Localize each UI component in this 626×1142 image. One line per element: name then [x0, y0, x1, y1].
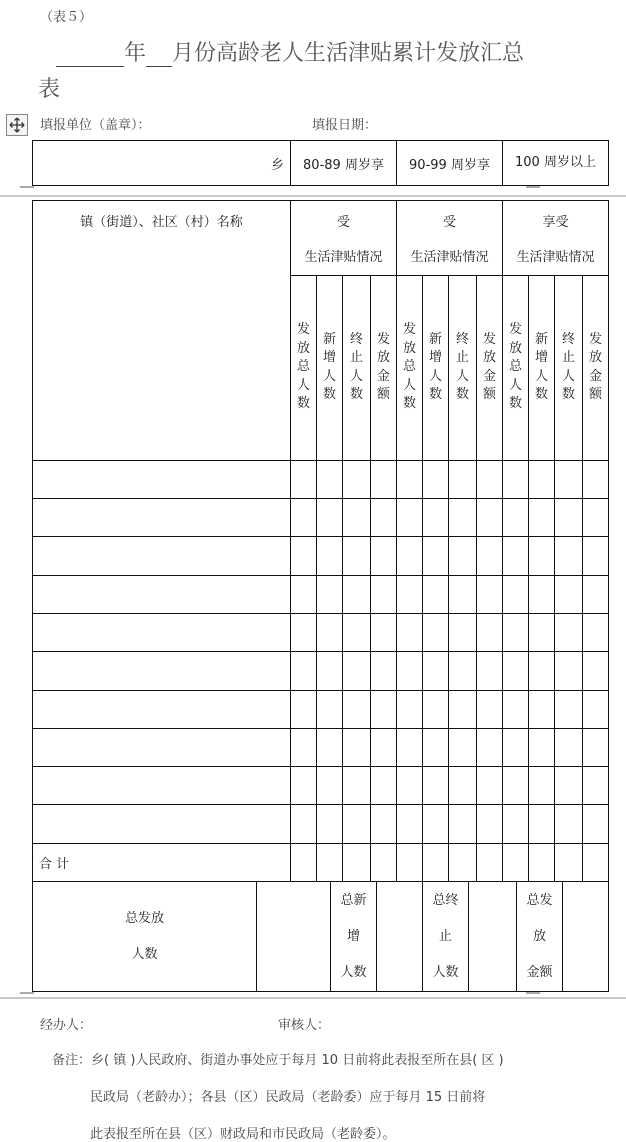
table-cell[interactable] [477, 460, 503, 498]
table-cell[interactable] [343, 460, 371, 498]
name-cell[interactable] [33, 537, 291, 575]
summary-total-amount-value[interactable] [563, 882, 609, 992]
month-blank[interactable] [146, 41, 172, 67]
table-row [33, 767, 609, 805]
table-cell[interactable] [555, 690, 583, 728]
table-row [33, 575, 609, 613]
table-cell[interactable] [317, 460, 343, 498]
table-cell[interactable] [583, 460, 609, 498]
table-cell[interactable] [317, 613, 343, 651]
unit-label: 填报单位（盖章）： [40, 118, 151, 133]
table-cell[interactable] [343, 805, 371, 843]
table-cell[interactable] [477, 652, 503, 690]
table-cell[interactable] [423, 537, 449, 575]
table-cell[interactable] [449, 728, 477, 766]
table-cell[interactable] [555, 499, 583, 537]
name-cell[interactable] [33, 613, 291, 651]
table-cell[interactable] [477, 575, 503, 613]
table-cell[interactable] [449, 460, 477, 498]
sub-amount: 发 放 金 额 [477, 275, 503, 460]
table-cell[interactable] [477, 690, 503, 728]
table-cell[interactable] [291, 805, 317, 843]
table-cell[interactable] [477, 613, 503, 651]
table-cell[interactable] [291, 537, 317, 575]
table-cell[interactable] [503, 690, 529, 728]
sub-amount: 发 放 金 额 [371, 275, 397, 460]
table-cell[interactable] [423, 575, 449, 613]
group3-line1: 享受 [503, 201, 609, 237]
top-table [32, 140, 609, 186]
name-header: 镇（街道）、社区（村）名称 [33, 201, 291, 461]
table-cell[interactable] [423, 805, 449, 843]
table-cell[interactable] [477, 537, 503, 575]
table-cell[interactable] [397, 575, 423, 613]
summary-table [32, 881, 609, 992]
table-cell[interactable] [371, 460, 397, 498]
year-blank[interactable] [56, 41, 124, 67]
table-cell[interactable] [555, 767, 583, 805]
table-row [33, 805, 609, 843]
table-cell[interactable] [503, 613, 529, 651]
table-cell[interactable] [291, 652, 317, 690]
table-cell[interactable] [343, 652, 371, 690]
table-cell[interactable] [291, 575, 317, 613]
table-cell[interactable] [343, 613, 371, 651]
table-cell[interactable] [397, 767, 423, 805]
table-cell[interactable] [423, 767, 449, 805]
table-marker [20, 992, 34, 998]
table-marker [526, 992, 540, 998]
sub-terminated: 终 止 人 数 [449, 275, 477, 460]
table-cell[interactable] [477, 767, 503, 805]
group2-line1: 受 [397, 201, 503, 237]
table-cell[interactable] [555, 537, 583, 575]
sub-terminated: 终 止 人 数 [343, 275, 371, 460]
table-row [33, 613, 609, 651]
sub-total-issued: 发 放 总 人 数 [291, 275, 317, 460]
name-cell[interactable] [33, 499, 291, 537]
table-cell[interactable] [529, 460, 555, 498]
table-row [33, 728, 609, 766]
table-cell[interactable] [397, 460, 423, 498]
name-cell[interactable] [33, 690, 291, 728]
table-cell[interactable] [317, 575, 343, 613]
table-cell[interactable] [317, 652, 343, 690]
table-cell[interactable] [317, 690, 343, 728]
summary-total-new-value[interactable] [377, 882, 423, 992]
page-title: 年 月份高龄老人生活津贴累计发放汇总 [56, 36, 524, 67]
table-cell[interactable] [449, 575, 477, 613]
group3-line2: 生活津贴情况 [503, 237, 609, 275]
table-cell[interactable] [529, 537, 555, 575]
table-row [33, 460, 609, 498]
total-row-label: 合 计 [33, 843, 291, 881]
table-cell[interactable] [291, 690, 317, 728]
table-row [33, 652, 609, 690]
table-cell[interactable] [397, 537, 423, 575]
table-cell[interactable] [503, 575, 529, 613]
table-cell[interactable] [583, 843, 609, 881]
table-cell[interactable] [397, 613, 423, 651]
table-cell[interactable] [397, 805, 423, 843]
table-cell[interactable] [555, 652, 583, 690]
table-cell[interactable] [343, 690, 371, 728]
table-cell[interactable] [397, 652, 423, 690]
note-line-1: 备注：乡( 镇 )人民政府、街道办事处应于每月 10 日前将此表报至所在县( 区 ) [52, 1053, 504, 1068]
table-row [33, 690, 609, 728]
table-cell[interactable] [291, 728, 317, 766]
name-cell[interactable] [33, 652, 291, 690]
table-cell[interactable] [371, 613, 397, 651]
move-cross-icon[interactable] [6, 114, 28, 136]
table-cell[interactable] [449, 537, 477, 575]
table-marker [526, 186, 540, 192]
sub-new-added: 新 增 人 数 [423, 275, 449, 460]
table-cell[interactable] [555, 460, 583, 498]
table-cell[interactable] [317, 843, 343, 881]
table-cell[interactable] [477, 805, 503, 843]
sub-amount: 发 放 金 额 [583, 275, 609, 460]
table-cell[interactable] [529, 499, 555, 537]
table-cell[interactable] [317, 499, 343, 537]
table-cell[interactable] [449, 690, 477, 728]
table-cell[interactable] [529, 690, 555, 728]
table-cell[interactable] [291, 767, 317, 805]
summary-total-term-value[interactable] [469, 882, 517, 992]
table-cell[interactable] [529, 843, 555, 881]
name-cell[interactable] [33, 767, 291, 805]
summary-total-new-label: 总新 增 人数 [331, 882, 377, 992]
table-cell[interactable] [371, 767, 397, 805]
table-cell[interactable] [449, 843, 477, 881]
table-row [33, 537, 609, 575]
table-cell[interactable] [397, 690, 423, 728]
table-cell[interactable] [503, 652, 529, 690]
table-cell[interactable] [291, 613, 317, 651]
group1-line2: 生活津贴情况 [291, 237, 397, 275]
table-cell[interactable] [343, 575, 371, 613]
table-cell[interactable] [317, 767, 343, 805]
table-cell[interactable] [583, 499, 609, 537]
summary-total-people-value[interactable] [257, 882, 331, 992]
table-cell[interactable] [503, 537, 529, 575]
sub-total-issued: 发 放 总 人 数 [503, 275, 529, 460]
table-cell[interactable] [371, 652, 397, 690]
summary-total-term-label: 总终 止 人数 [423, 882, 469, 992]
table-cell[interactable] [371, 537, 397, 575]
table-cell[interactable] [583, 575, 609, 613]
group1-header: 80-89 周岁享 [291, 141, 397, 186]
sub-terminated: 终 止 人 数 [555, 275, 583, 460]
group1-line1: 受 [291, 201, 397, 237]
note-line-2: 民政局（老龄办）；各县（区）民政局（老龄委）应于每月 15 日前将 [90, 1090, 486, 1105]
table-cell[interactable] [555, 843, 583, 881]
table-cell[interactable] [555, 613, 583, 651]
table-marker [20, 186, 34, 192]
table-cell[interactable] [343, 537, 371, 575]
table-cell[interactable] [423, 499, 449, 537]
name-cell[interactable] [33, 805, 291, 843]
table-cell[interactable] [423, 460, 449, 498]
table-cell[interactable] [397, 843, 423, 881]
township-cell: 乡 [33, 141, 291, 186]
reviewer-label: 审核人： [278, 1018, 331, 1033]
table-cell[interactable] [449, 767, 477, 805]
table-cell[interactable] [583, 728, 609, 766]
name-cell[interactable] [33, 728, 291, 766]
table-cell[interactable] [503, 805, 529, 843]
table-cell[interactable] [529, 613, 555, 651]
table-cell[interactable] [503, 460, 529, 498]
table-cell[interactable] [371, 499, 397, 537]
table-cell[interactable] [397, 499, 423, 537]
page-title-line2: 表 [38, 77, 61, 102]
table-cell[interactable] [291, 460, 317, 498]
group2-line2: 生活津贴情况 [397, 237, 503, 275]
table-cell[interactable] [529, 652, 555, 690]
summary-total-people-label: 总发放 人数 [33, 882, 257, 992]
table-cell[interactable] [423, 843, 449, 881]
table-cell[interactable] [371, 728, 397, 766]
table-cell[interactable] [423, 652, 449, 690]
table-cell[interactable] [503, 767, 529, 805]
table-row [33, 499, 609, 537]
table-cell[interactable] [555, 805, 583, 843]
table-cell[interactable] [371, 575, 397, 613]
sub-new-added: 新 增 人 数 [529, 275, 555, 460]
date-label: 填报日期： [312, 118, 378, 133]
table-cell[interactable] [503, 499, 529, 537]
table-cell[interactable] [503, 843, 529, 881]
table-cell[interactable] [449, 613, 477, 651]
table-cell[interactable] [503, 728, 529, 766]
table-cell[interactable] [449, 805, 477, 843]
table-cell[interactable] [583, 690, 609, 728]
table-cell[interactable] [583, 613, 609, 651]
table-cell[interactable] [423, 690, 449, 728]
table-cell[interactable] [583, 537, 609, 575]
note-line-3: 此表报至所在县（区）财政局和市民政局（老龄委）。 [90, 1127, 396, 1142]
table-cell[interactable] [583, 805, 609, 843]
table-cell[interactable] [477, 499, 503, 537]
table-cell[interactable] [371, 805, 397, 843]
table-cell[interactable] [371, 690, 397, 728]
table-cell[interactable] [449, 652, 477, 690]
table-cell[interactable] [529, 805, 555, 843]
table-cell[interactable] [423, 613, 449, 651]
table-cell[interactable] [343, 767, 371, 805]
table-cell[interactable] [583, 652, 609, 690]
page-break [0, 195, 626, 197]
main-table [32, 200, 609, 882]
table-cell[interactable] [555, 728, 583, 766]
name-cell[interactable] [33, 460, 291, 498]
group3-header: 100 周岁以上 [503, 141, 609, 186]
table-cell[interactable] [343, 728, 371, 766]
form-number: （表５） [40, 10, 93, 25]
table-cell[interactable] [449, 499, 477, 537]
table-cell[interactable] [555, 575, 583, 613]
sub-new-added: 新 增 人 数 [317, 275, 343, 460]
table-cell[interactable] [317, 537, 343, 575]
table-cell[interactable] [317, 728, 343, 766]
group2-header: 90-99 周岁享 [397, 141, 503, 186]
table-cell[interactable] [291, 843, 317, 881]
summary-total-amount-label: 总发 放 金额 [517, 882, 563, 992]
table-cell[interactable] [371, 843, 397, 881]
table-cell[interactable] [397, 728, 423, 766]
sub-total-issued: 发 放 总 人 数 [397, 275, 423, 460]
table-cell[interactable] [529, 575, 555, 613]
table-cell[interactable] [343, 499, 371, 537]
table-cell[interactable] [317, 805, 343, 843]
table-cell[interactable] [583, 767, 609, 805]
table-cell[interactable] [291, 499, 317, 537]
table-cell[interactable] [423, 728, 449, 766]
name-cell[interactable] [33, 575, 291, 613]
table-cell[interactable] [529, 728, 555, 766]
table-cell[interactable] [477, 843, 503, 881]
table-cell[interactable] [529, 767, 555, 805]
table-cell[interactable] [343, 843, 371, 881]
table-cell[interactable] [477, 728, 503, 766]
handler-label: 经办人： [40, 1018, 93, 1033]
